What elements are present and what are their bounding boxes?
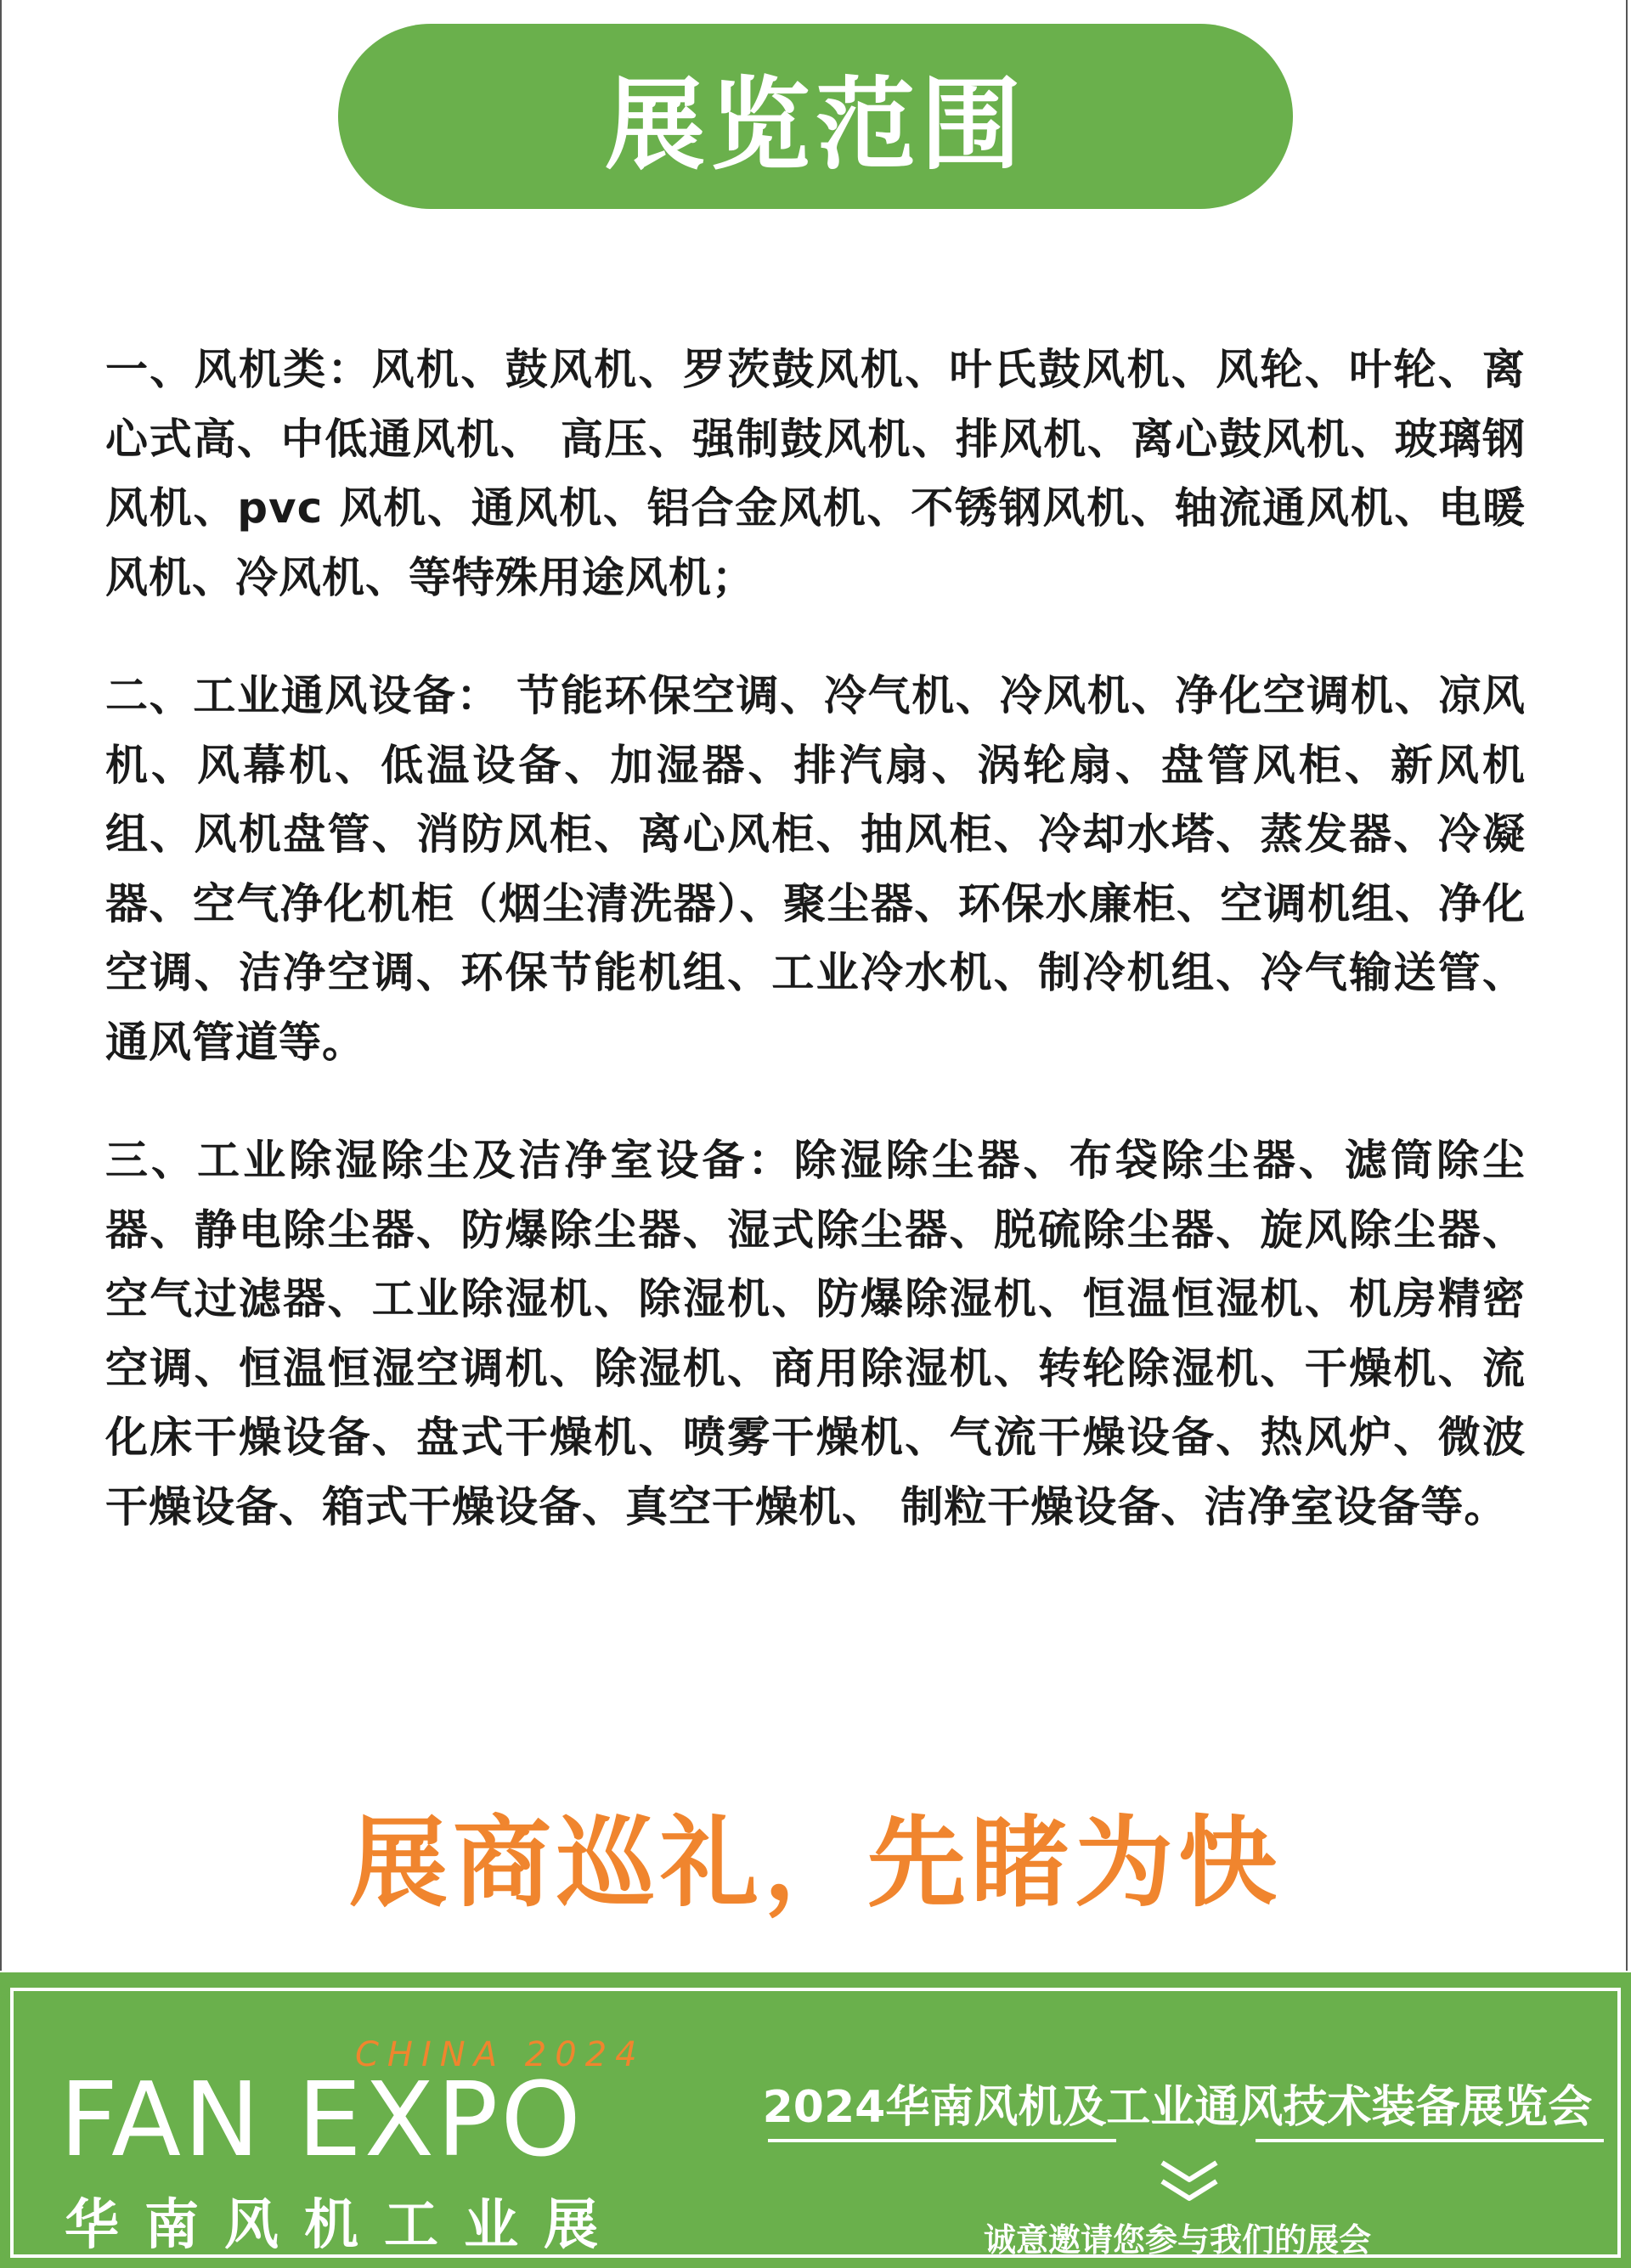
slogan: 展商巡礼，先睹为快	[349, 1806, 1282, 1921]
double-chevron-down-icon	[1157, 2158, 1222, 2205]
fan-expo-logo: FAN EXPO	[59, 2062, 584, 2180]
page-title: 展览范围	[604, 66, 1026, 183]
title-banner	[338, 24, 1293, 209]
logo-cn-text: 华南风机工业展	[65, 2194, 624, 2257]
exhibit-scope-content	[105, 336, 1526, 1591]
invitation-text: 诚意邀请您参与我们的展会	[983, 2221, 1371, 2259]
divider-left	[768, 2139, 1116, 2142]
section-ventilation-equipment: 二、工业通风设备： 节能环保空调、冷气机、冷风机、净化空调机、凉风机、风幕机、低温设备、加湿器、排汽扇、涡轮扇、盘管风柜、新风机组、风机盘管、消防风柜、离心风柜、抽风柜、冷却水塔、蒸发器、冷凝器、空气净化机柜（烟尘清洗器）、聚尘器、环保水廉柜、空调机组、净化空调、洁净空调、环保节能机组、工业冷水机、制冷机组、冷气输送管、通风管道等。	[105, 671, 1526, 1067]
divider-right	[1256, 2139, 1604, 2142]
china-year-label: CHINA 2024	[355, 2035, 646, 2074]
section-fans: 一、风机类：风机、鼓风机、罗茨鼓风机、叶氏鼓风机、风轮、叶轮、离心式高、中低通风机、 高压、强制鼓风机、排风机、离心鼓风机、玻璃钢风机、pvc 风机、通风机、铝合金风机、不锈钢风机、轴流通风机、电暖风机、冷风机、等特殊用途风机；	[105, 345, 1526, 602]
footer-border	[10, 1988, 1621, 2258]
footer-banner	[0, 1972, 1631, 2268]
section-dehumidification-equipment: 三、工业除湿除尘及洁净室设备：除湿除尘器、布袋除尘器、滤筒除尘器、静电除尘器、防爆除尘器、湿式除尘器、脱硫除尘器、旋风除尘器、空气过滤器、工业除湿机、除湿机、防爆除湿机、恒温恒湿机、机房精密空调、恒温恒湿空调机、除湿机、商用除湿机、转轮除湿机、干燥机、流化床干燥设备、盘式干燥机、喷雾干燥机、气流干燥设备、热风炉、微波干燥设备、箱式干燥设备、真空干燥机、 制粒干燥设备、洁净室设备等。	[105, 1136, 1526, 1532]
expo-full-name: 2024华南风机及工业通风技术装备展览会	[762, 2082, 1593, 2133]
